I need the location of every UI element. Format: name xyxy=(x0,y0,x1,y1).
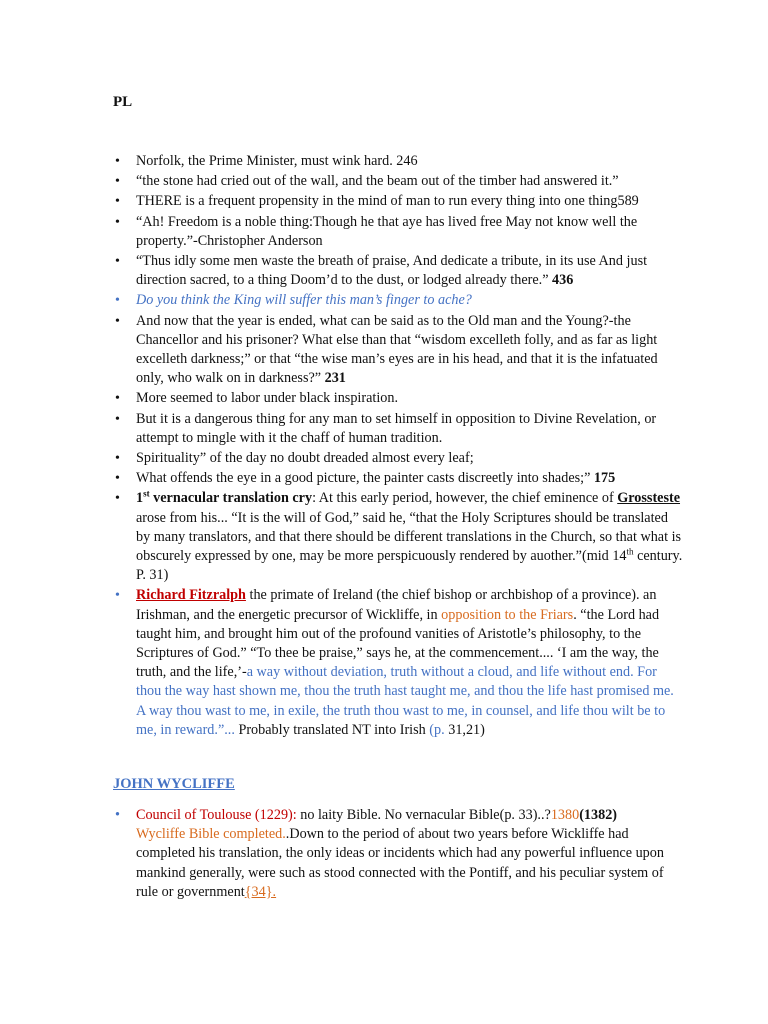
grossteste-name: Grossteste xyxy=(617,490,681,507)
section-title-john-wycliffe[interactable]: JOHN WYCLIFFE xyxy=(113,776,235,792)
list-item: • Spirituality” of the day no doubt dreaded almost every leaf; xyxy=(113,449,683,468)
page-number: 175 xyxy=(593,470,616,487)
notes-list xyxy=(113,152,683,741)
list-item: • Richard Fitzralph the primate of Ireland (the chief bishop or archbishop of a province). an Irishman, and the energetic precursor of Wickliffe, in opposition to the Friars. “the Lord had taught him, and brought him out of the profound vanities of Aristotle’s philosophy, to the Scriptures of God.” “To thee be praise,” says he, at the commencement.... ‘I am the way, the truth, and the life,’-a way without deviation, truth without a cloud, and life without end. For thou the way hast shown me, thou the truth hast taught me, and thou the life hast promised me. A way thou wast to me, in exile, the truth thou wast to me, in counsel, and life thou wilt be to me, in reward.”... Probably translated NT into Irish (p. 31,21) xyxy=(113,586,683,740)
list-item: • But it is a dangerous thing for any man to set himself in opposition to Divine Revelation, or attempt to mingle with it the chaff of human tradition. xyxy=(113,410,683,448)
list-item: • More seemed to labor under black inspiration. xyxy=(113,389,683,408)
list-item: • What offends the eye in a good picture, the painter casts discreetly into shades;” 175 xyxy=(113,469,683,488)
list-item: • Norfolk, the Prime Minister, must wink hard. 246 xyxy=(113,152,683,171)
wycliffe-list xyxy=(113,806,683,902)
richard-fitzralph-link[interactable]: Richard Fitzralph xyxy=(136,587,246,604)
list-item: • Do you think the King will suffer this man’s finger to ache? xyxy=(113,291,683,310)
page-reference-link[interactable]: {34}. xyxy=(244,883,277,900)
list-item: • THERE is a frequent propensity in the mind of man to run every thing into one thing589 xyxy=(113,192,683,211)
page-heading: PL xyxy=(113,94,133,110)
list-item: • 1st vernacular translation cry: At this early period, however, the chief eminence of Grossteste arose from his... “It is the will of God,” said he, “that the Holy Scriptures should be translated by many translators, and that there should be different translations in the Church, so that what is obscurely expressed by one, may be more perspicuously rendered by auother.”(mid 14th century. P. 31) xyxy=(113,489,683,585)
list-item: • Council of Toulouse (1229): no laity Bible. No vernacular Bible(p. 33)..?1380(1382) Wycliffe Bible completed..Down to the period of about two years before Wickliffe had completed his translation, the only ideas or incidents which had any powerful influence upon mankind generally, were such as stood connected with the Pontiff, and his peculiar system of rule or government{34}. xyxy=(113,806,683,902)
list-item: • “the stone had cried out of the wall, and the beam out of the timber had answered it.” xyxy=(113,172,683,191)
list-item: • “Thus idly some men waste the breath of praise, And dedicate a tribute, in its use And just direction sacred, to a thing Doom’d to the dust, or lodged already there.” 436 xyxy=(113,252,683,290)
page-number: 231 xyxy=(324,370,346,387)
list-item: • And now that the year is ended, what can be said as to the Old man and the Young?-the Chancellor and his prisoner? What else than that “wisdom excelleth folly, and as far as light excelleth darkness;” or that “the wise man’s eyes are in his head, and that it is the infatuated only, who walk on in darkness?” 231 xyxy=(113,312,683,389)
page-number: 436 xyxy=(552,272,574,289)
list-item: • “Ah! Freedom is a noble thing:Though he that aye has lived free May not know well the property.”-Christopher Anderson xyxy=(113,213,683,251)
